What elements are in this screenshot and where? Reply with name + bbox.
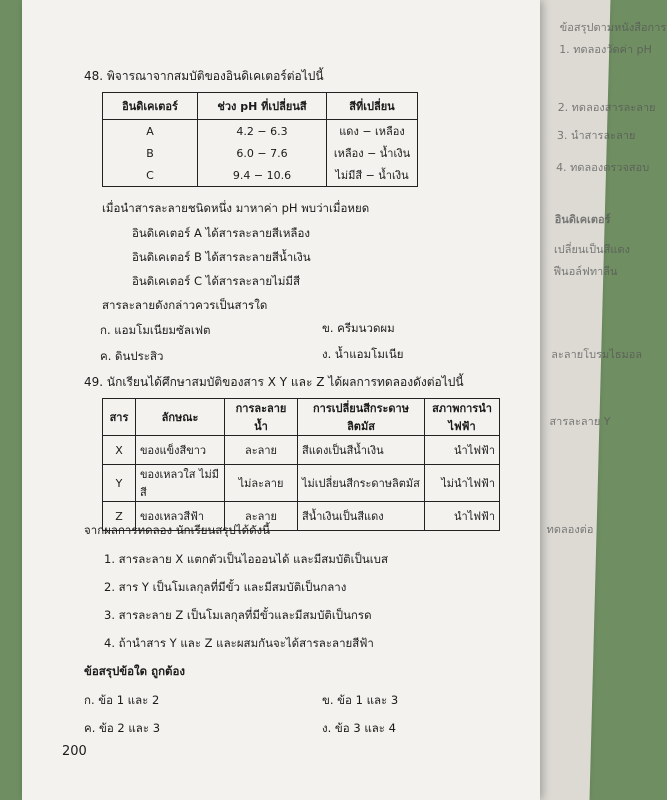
header-color-change: สีที่เปลี่ยน	[327, 93, 418, 120]
background-text: ละลายโบรมไธมอล	[551, 348, 643, 361]
background-text: ฟีนอล์ฟทาลีน	[553, 265, 618, 278]
question-48-intro: เมื่อนำสารละลายชนิดหนึ่ง มาหาค่า pH พบว่าเมื่อหยด	[102, 201, 370, 215]
substance: Z	[103, 502, 136, 531]
appearance: ของแข็งสีขาว	[136, 436, 225, 465]
choice: ค. ข้อ 2 และ 3	[84, 721, 161, 735]
substance: X	[103, 436, 136, 465]
substance: Y	[103, 465, 136, 502]
header-ph-range: ช่วง pH ที่เปลี่ยนสี	[198, 93, 327, 120]
conductivity: ไม่นำไฟฟ้า	[425, 465, 500, 502]
observation: อินดิเคเตอร์ B ได้สารละลายสีน้ำเงิน	[132, 250, 311, 264]
observation: อินดิเคเตอร์ A ได้สารละลายสีเหลือง	[132, 226, 310, 240]
table-row	[103, 465, 500, 502]
question-49-question: ข้อสรุปข้อใด ถูกต้อง	[84, 664, 186, 678]
choice: ข. ครีมนวดผม	[322, 321, 395, 335]
background-text: 1. ทดลองวัดค่า pH	[559, 43, 653, 56]
indicator-table	[102, 92, 418, 187]
choice: ง. น้ำแอมโมเนีย	[322, 347, 404, 361]
color-change: ไม่มีสี − น้ำเงิน	[327, 164, 418, 187]
ph-range: 4.2 − 6.3	[198, 120, 327, 143]
conclusion: 4. ถ้านำสาร Y และ Z และผสมกันจะได้สารละลายสีฟ้า	[104, 636, 374, 650]
header-appearance: ลักษณะ	[136, 399, 225, 436]
solubility: ละลาย	[225, 502, 298, 531]
substance-table	[102, 398, 500, 531]
ph-range: 9.4 − 10.6	[198, 164, 327, 187]
background-text: 2. ทดลองสารละลาย	[557, 101, 656, 114]
header-substance: สาร	[103, 399, 136, 436]
indicator-name: A	[103, 120, 198, 143]
indicator-name: C	[103, 164, 198, 187]
header-indicator: อินดิเคเตอร์	[103, 93, 198, 120]
solubility: ละลาย	[225, 436, 298, 465]
background-text: อินดิเคเตอร์	[554, 213, 611, 226]
header-conductivity: สภาพการนำไฟฟ้า	[425, 399, 500, 436]
color-change: แดง − เหลือง	[327, 120, 418, 143]
litmus-change: ไม่เปลี่ยนสีกระดาษลิตมัส	[298, 465, 425, 502]
question-48-stem: 48. พิจารณาจากสมบัติของอินดิเคเตอร์ต่อไปนี้	[84, 69, 324, 83]
choice: ข. ข้อ 1 และ 3	[322, 693, 399, 707]
choice: ค. ดินประสิว	[100, 349, 164, 363]
background-text: ทดลองต่อ	[546, 523, 594, 536]
table-row	[103, 120, 418, 143]
background-text: เปลี่ยนเป็นสีแดง	[553, 243, 631, 256]
ph-range: 6.0 − 7.6	[198, 142, 327, 164]
table-row	[103, 436, 500, 465]
book-page	[22, 0, 540, 800]
question-49-intro: จากผลการทดลอง นักเรียนสรุปได้ดังนี้	[84, 523, 271, 537]
appearance: ของเหลวใส ไม่มีสี	[136, 465, 225, 502]
question-48-question: สารละลายดังกล่าวควรเป็นสารใด	[102, 298, 268, 312]
color-change: เหลือง − น้ำเงิน	[327, 142, 418, 164]
choice: ก. แอมโมเนียมซัลเฟต	[100, 323, 211, 337]
background-text: 4. ทดลองตรวจสอบ	[555, 161, 650, 174]
conclusion: 1. สารละลาย X แตกตัวเป็นไอออนได้ และมีสมบัติเป็นเบส	[104, 552, 388, 566]
observation: อินดิเคเตอร์ C ได้สารละลายไม่มีสี	[132, 274, 301, 288]
table-row	[103, 142, 418, 164]
table-row	[103, 164, 418, 187]
solubility: ไม่ละลาย	[225, 465, 298, 502]
conductivity: นำไฟฟ้า	[425, 502, 500, 531]
choice: ง. ข้อ 3 และ 4	[322, 721, 396, 735]
choice: ก. ข้อ 1 และ 2	[84, 693, 160, 707]
background-text: 3. นำสารละลาย	[556, 129, 636, 142]
header-solubility: การละลายน้ำ	[225, 399, 298, 436]
conclusion: 2. สาร Y เป็นโมเลกุลที่มีขั้ว และมีสมบัติเป็นกลาง	[104, 580, 347, 594]
header-litmus: การเปลี่ยนสีกระดาษลิตมัส	[298, 399, 425, 436]
conclusion: 3. สารละลาย Z เป็นโมเลกุลที่มีขั้วและมีสมบัติเป็นกรด	[104, 608, 372, 622]
page-number: 200	[62, 744, 87, 759]
appearance: ของเหลวสีฟ้า	[136, 502, 225, 531]
litmus-change: สีแดงเป็นสีน้ำเงิน	[298, 436, 425, 465]
indicator-name: B	[103, 142, 198, 164]
litmus-change: สีน้ำเงินเป็นสีแดง	[298, 502, 425, 531]
background-text: สารละลาย Y	[549, 415, 611, 428]
background-text: ข้อสรุปตามหนังสือการ	[559, 21, 667, 34]
conductivity: นำไฟฟ้า	[425, 436, 500, 465]
question-49-stem: 49. นักเรียนได้ศึกษาสมบัติของสาร X Y และ Z ได้ผลการทดลองดังต่อไปนี้	[84, 375, 464, 389]
